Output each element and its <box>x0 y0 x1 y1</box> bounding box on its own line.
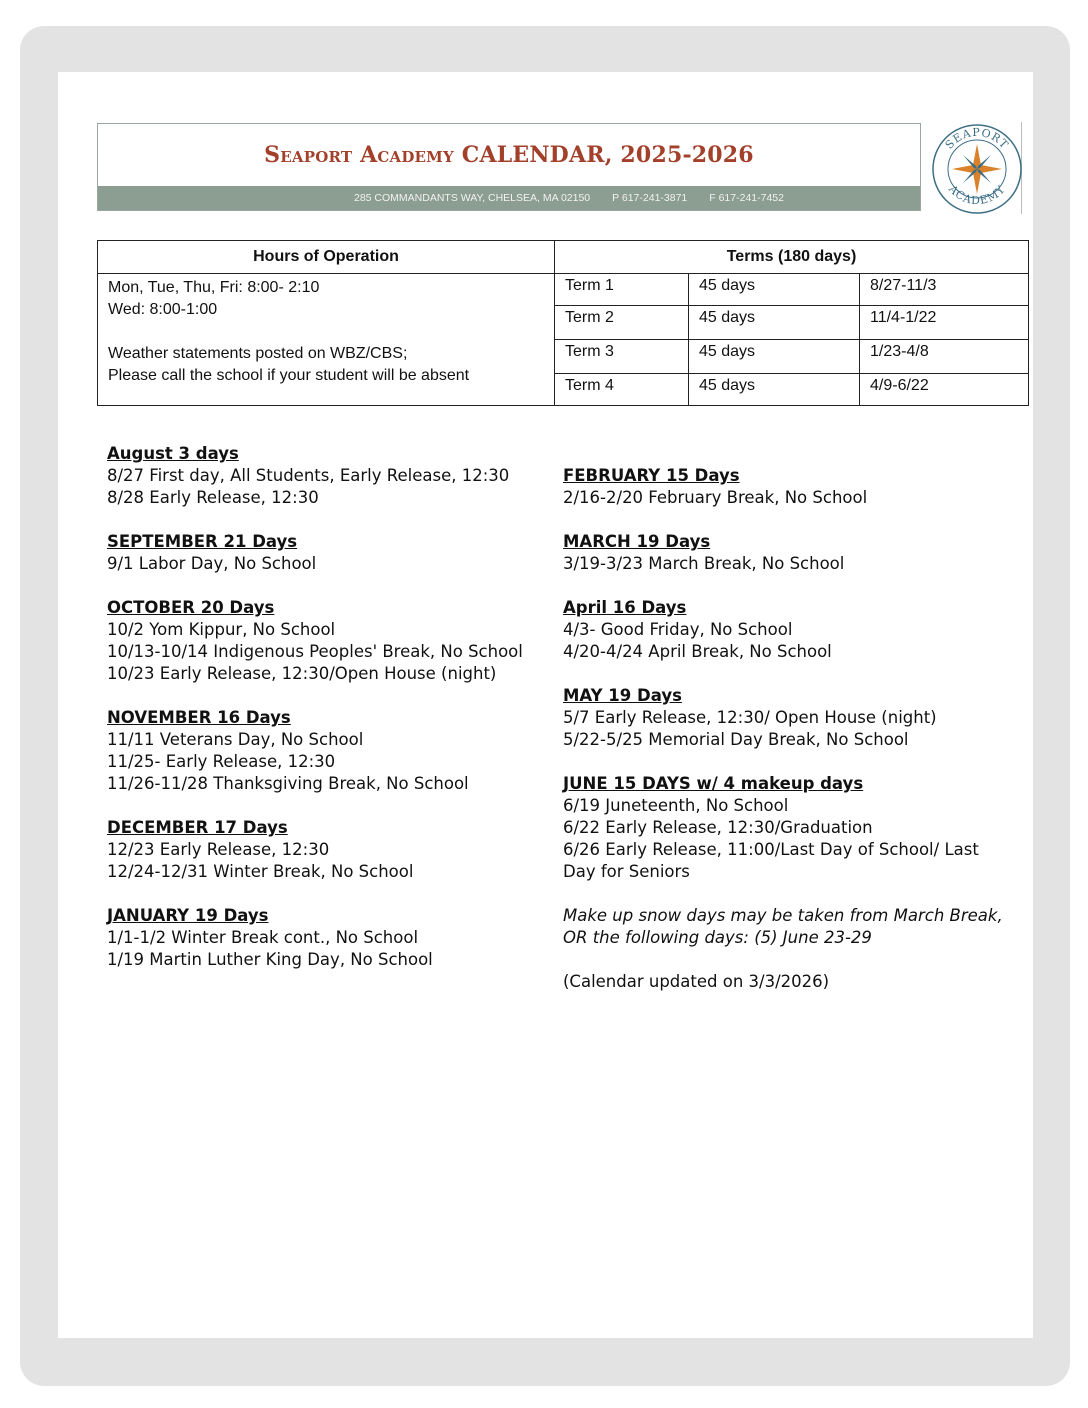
hours-line: Weather statements posted on WBZ/CBS; <box>108 345 408 362</box>
address-bar <box>98 186 920 210</box>
month-title: DECEMBER 17 Days <box>107 818 288 837</box>
month-title: SEPTEMBER 21 Days <box>107 532 298 551</box>
month-title: FEBRUARY 15 Days <box>563 466 740 485</box>
terms-heading: Terms (180 days) <box>555 241 1029 274</box>
month-january <box>107 905 557 971</box>
event-line: 10/13-10/14 Indigenous Peoples' Break, No School <box>107 642 523 661</box>
month-title: OCTOBER 20 Days <box>107 598 275 617</box>
term-days: 45 days <box>689 374 860 406</box>
event-line: 10/2 Yom Kippur, No School <box>107 620 336 639</box>
term-name: Term 4 <box>555 374 689 406</box>
event-line: 12/23 Early Release, 12:30 <box>107 840 330 859</box>
hours-cell <box>98 274 555 406</box>
month-february <box>563 465 1003 509</box>
logo-text-top: SEAPORT <box>942 125 1012 152</box>
event-line: 8/28 Early Release, 12:30 <box>107 488 319 507</box>
event-line: 11/25- Early Release, 12:30 <box>107 752 336 771</box>
month-october <box>107 597 557 685</box>
event-line: 12/24-12/31 Winter Break, No School <box>107 862 414 881</box>
term-name: Term 1 <box>555 274 689 306</box>
event-line: 11/11 Veterans Day, No School <box>107 730 364 749</box>
compass-rose-icon <box>952 144 1002 194</box>
event-line: 6/26 Early Release, 11:00/Last Day of School/ Last Day for Seniors <box>563 840 979 881</box>
right-column <box>563 465 1003 993</box>
event-line: 8/27 First day, All Students, Early Release, 12:30 <box>107 466 510 485</box>
month-title: JUNE 15 DAYS w/ 4 makeup days <box>563 774 864 793</box>
page-title: Seaport Academy CALENDAR, 2025-2026 <box>264 142 754 168</box>
term-days: 45 days <box>689 306 860 340</box>
logo-text-bottom: ACADEMY <box>946 182 1008 208</box>
event-line: 5/22-5/25 Memorial Day Break, No School <box>563 730 909 749</box>
event-line: 5/7 Early Release, 12:30/ Open House (night) <box>563 708 937 727</box>
event-line: 11/26-11/28 Thanksgiving Break, No School <box>107 774 469 793</box>
hours-line: Mon, Tue, Thu, Fri: 8:00- 2:10 <box>108 279 320 296</box>
address-text: 285 COMMANDANTS WAY, CHELSEA, MA 02150 <box>354 192 591 204</box>
event-line: 10/23 Early Release, 12:30/Open House (night) <box>107 664 497 683</box>
month-august <box>107 443 557 509</box>
term-days: 45 days <box>689 274 860 306</box>
updated-note: (Calendar updated on 3/3/2026) <box>563 972 830 991</box>
month-december <box>107 817 557 883</box>
event-line: 6/22 Early Release, 12:30/Graduation <box>563 818 873 837</box>
month-title: August 3 days <box>107 444 239 463</box>
header-box <box>97 123 921 211</box>
term-range: 11/4-1/22 <box>860 306 1029 340</box>
event-line: 9/1 Labor Day, No School <box>107 554 317 573</box>
month-title: MAY 19 Days <box>563 686 682 705</box>
hours-line: Please call the school if your student will be absent <box>108 367 470 384</box>
month-title: April 16 Days <box>563 598 687 617</box>
term-range: 4/9-6/22 <box>860 374 1029 406</box>
left-column <box>107 443 557 993</box>
event-line: 4/20-4/24 April Break, No School <box>563 642 832 661</box>
event-line: 1/19 Martin Luther King Day, No School <box>107 950 433 969</box>
phone-text: P 617-241-3871 <box>612 192 688 204</box>
hours-terms-table <box>97 240 1029 406</box>
event-line: 4/3- Good Friday, No School <box>563 620 793 639</box>
month-title: MARCH 19 Days <box>563 532 711 551</box>
term-name: Term 3 <box>555 340 689 374</box>
month-may <box>563 685 1003 751</box>
month-june <box>563 773 1003 883</box>
term-range: 1/23-4/8 <box>860 340 1029 374</box>
seaport-academy-logo <box>930 122 1024 216</box>
term-days: 45 days <box>689 340 860 374</box>
hours-line: Wed: 8:00-1:00 <box>108 301 218 318</box>
hours-heading: Hours of Operation <box>98 241 555 274</box>
event-line: 2/16-2/20 February Break, No School <box>563 488 868 507</box>
event-line: 1/1-1/2 Winter Break cont., No School <box>107 928 419 947</box>
snow-day-note: Make up snow days may be taken from March Break, OR the following days: (5) June 23-29 <box>563 906 1003 947</box>
month-title: NOVEMBER 16 Days <box>107 708 291 727</box>
term-range: 8/27-11/3 <box>860 274 1029 306</box>
month-april <box>563 597 1003 663</box>
fax-text: F 617-241-7452 <box>709 192 784 204</box>
month-november <box>107 707 557 795</box>
month-march <box>563 531 1003 575</box>
event-line: 6/19 Juneteenth, No School <box>563 796 789 815</box>
month-september <box>107 531 557 575</box>
event-line: 3/19-3/23 March Break, No School <box>563 554 845 573</box>
month-title: JANUARY 19 Days <box>107 906 269 925</box>
term-name: Term 2 <box>555 306 689 340</box>
